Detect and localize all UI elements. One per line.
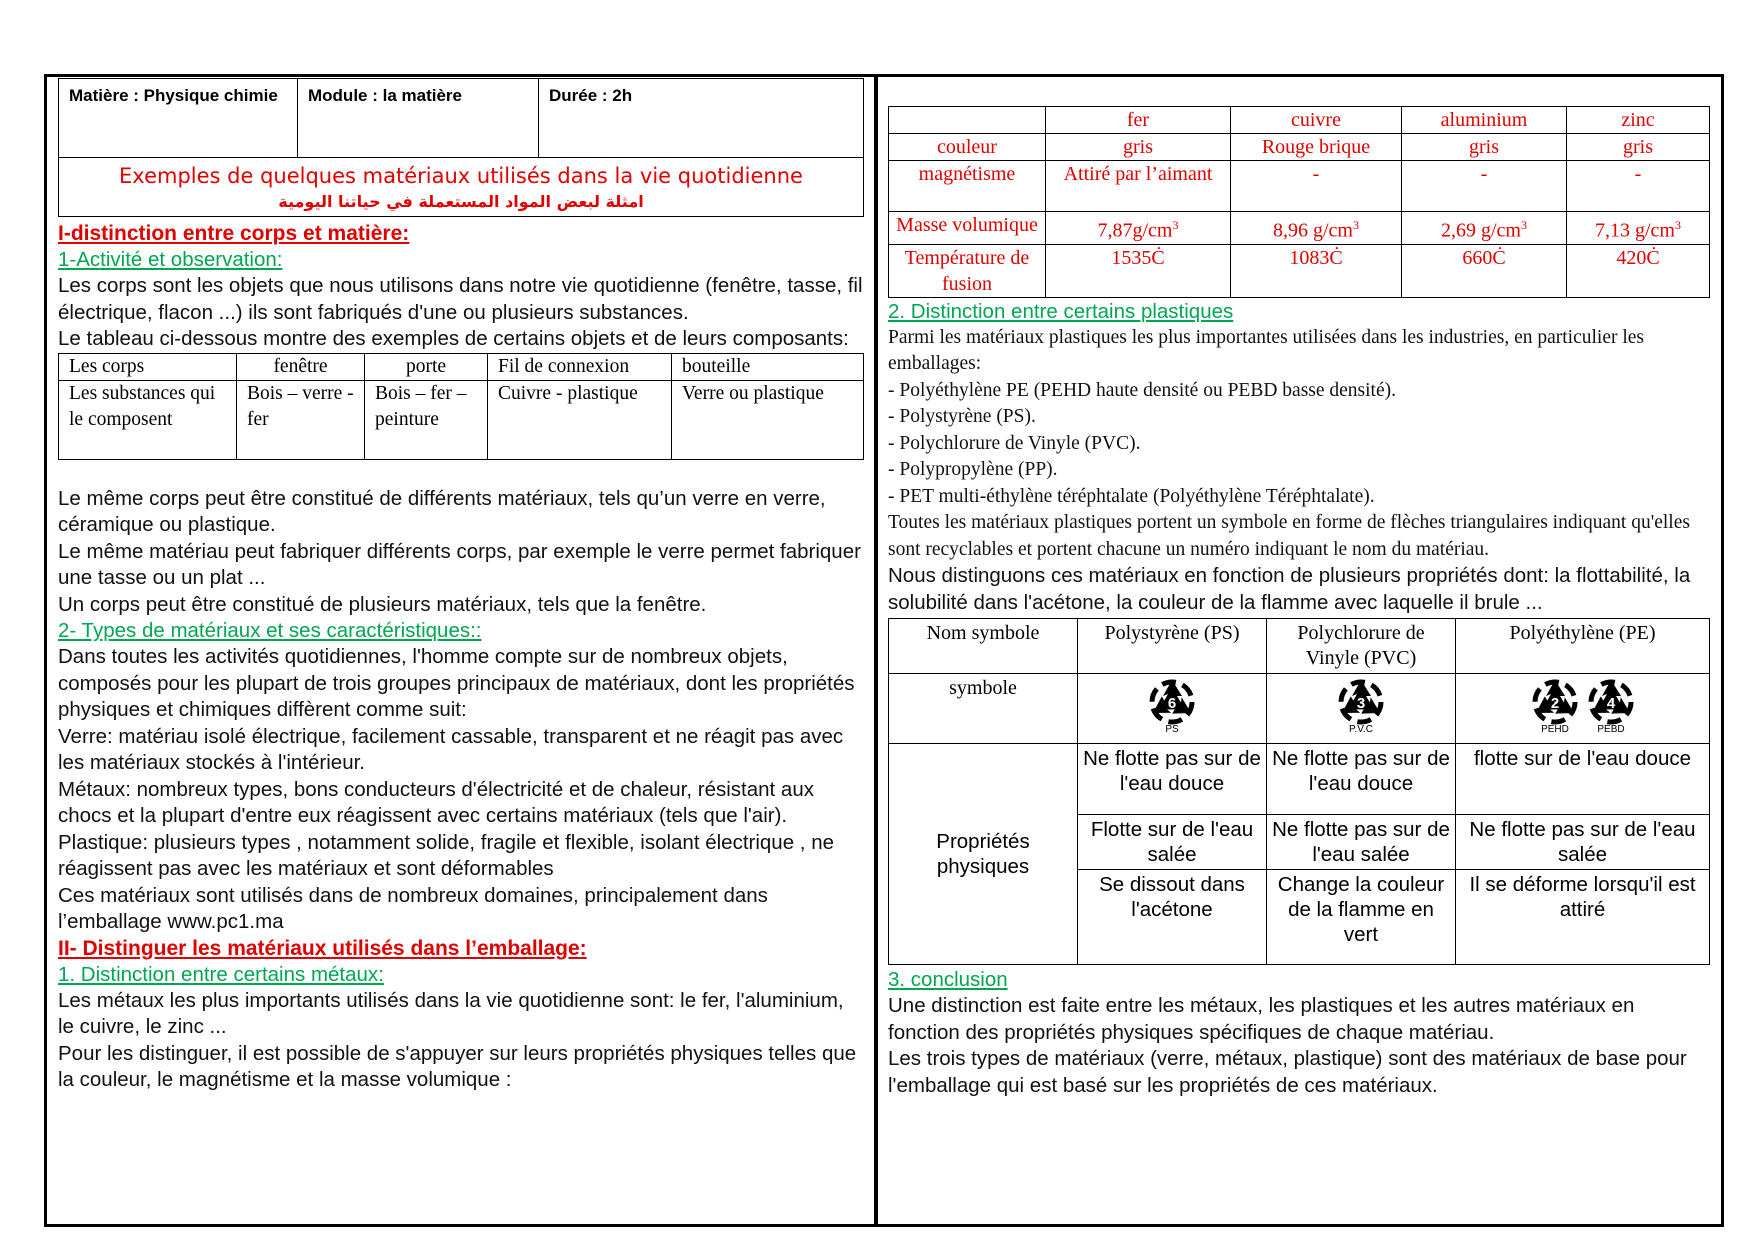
recycling-number: 6 — [1167, 695, 1177, 713]
metals-cell — [1567, 212, 1710, 245]
plastics-header-2: Polychlorure de Vinyle (PVC) — [1267, 619, 1456, 674]
metals-cell: 660Ċ — [1402, 244, 1567, 297]
metals-cell — [1046, 212, 1231, 245]
sub5-title: 3. conclusion — [888, 968, 1008, 992]
recycling-code: PS — [1165, 724, 1179, 735]
para-14: Toutes les matériaux plastiques portent un symbole en forme de flèches triangulaires indiquant qu'elles sont recyclables et portent chacune un numéro indiquant le nom du matériau. — [888, 512, 1690, 560]
prop-cell: Il se déforme lorsqu'il est attiré — [1456, 870, 1710, 965]
metals-value: 7,13 g/cm — [1595, 219, 1675, 242]
metals-row-label: couleur — [889, 134, 1046, 161]
matiere-cell: Matière : Physique chimie — [59, 79, 298, 158]
list-item: - Polyéthylène PE (PEHD haute densité ou PEBD basse densité). — [888, 379, 1396, 401]
metals-header-aluminium: aluminium — [1402, 107, 1567, 134]
title-box — [58, 158, 864, 217]
metals-cell: Rouge brique — [1231, 134, 1402, 161]
t1-cell-1: Bois – verre - fer — [237, 380, 365, 459]
section2-title: II- Distinguer les matériaux utilisés dans l’emballage: — [58, 936, 587, 960]
para-15: Nous distinguons ces matériaux en fonction de plusieurs propriétés dont: la flottabilité, la solubilité dans l'acétone, la couleur de la flamme avec laquelle il brule ... — [888, 564, 1691, 614]
metals-cell — [1231, 212, 1402, 245]
prop-cell: Flotte sur de l'eau salée — [1078, 815, 1267, 870]
metals-cell: Attiré par l’aimant — [1046, 161, 1231, 212]
prop-cell: Se dissout dans l'acétone — [1078, 870, 1267, 965]
symbol-cell-ps — [1078, 674, 1267, 744]
metals-header-zinc: zinc — [1567, 107, 1710, 134]
para-5: Un corps peut être constitué de plusieurs matériaux, tels que la fenêtre. — [58, 592, 707, 616]
prop-cell: Change la couleur de la flamme en vert — [1267, 870, 1456, 965]
recycling-arrows-icon — [1144, 676, 1200, 734]
recycling-symbol-icon — [1333, 676, 1389, 741]
recycling-number: 2 — [1550, 695, 1559, 713]
recycling-code: PEBD — [1596, 724, 1625, 735]
metals-cell: 1535Ċ — [1046, 244, 1231, 297]
recycling-symbol-icon — [1144, 676, 1200, 741]
para-6: Dans toutes les activités quotidiennes, l'homme compte sur de nombreux objets, composés pour les plupart de trois groupes principaux de matériaux, dont les propriétés physiques et chimiques diffèrent comme suit: — [58, 645, 855, 721]
metals-cell — [1402, 212, 1567, 245]
props-label-text: Propriétés physiques — [936, 830, 1030, 879]
metals-exponent: 3 — [1172, 218, 1179, 232]
section1-title: I-distinction entre corps et matière: — [58, 222, 410, 245]
prop-cell: Ne flotte pas sur de l'eau douce — [1267, 744, 1456, 815]
metals-exponent: 3 — [1675, 218, 1681, 232]
recycling-arrows-icon — [1333, 676, 1389, 734]
t1-header-3: Fil de connexion — [488, 353, 672, 380]
list-item: - Polypropylène (PP). — [888, 459, 1058, 481]
metals-table — [888, 106, 1710, 298]
metals-cell: gris — [1402, 134, 1567, 161]
page-title: Exemples de quelques matériaux utilisés dans la vie quotidienne — [119, 164, 803, 188]
list-item: - Polychlorure de Vinyle (PVC). — [888, 432, 1141, 454]
t1-header-4: bouteille — [672, 353, 864, 380]
duree-cell: Durée : 2h — [539, 79, 864, 158]
metals-row-label: Température de fusion — [889, 244, 1046, 297]
metals-value: 8,96 g/cm — [1273, 219, 1353, 242]
recycling-arrows-icon — [1583, 676, 1639, 734]
para-12: Pour les distinguer, il est possible de s'appuyer sur leurs propriétés physiques telles que la couleur, le magnétisme et la masse volumique : — [58, 1041, 857, 1091]
plastics-header-1: Polystyrène (PS) — [1078, 619, 1267, 674]
symbol-cell-pe — [1456, 674, 1710, 744]
para-2: Le tableau ci-dessous montre des exemples de certains objets et de leurs composants: — [58, 327, 849, 350]
para-13: Parmi les matériaux plastiques les plus importantes utilisées dans les industries, en particulier les emballages: — [888, 326, 1645, 375]
list-item: - PET multi-éthylène téréphtalate (Polyéthylène Téréphtalate). — [888, 485, 1375, 507]
metals-row-label: Masse volumique — [889, 212, 1046, 245]
sub4-title: 2. Distinction entre certains plastiques — [888, 299, 1234, 323]
para-7: Verre: matériau isolé électrique, facilement cassable, transparent et ne réagit pas avec les matériaux stockés à l'intérieur. — [58, 724, 844, 774]
recycling-symbol-icon — [1527, 676, 1583, 741]
prop-cell: Ne flotte pas sur de l'eau douce — [1078, 744, 1267, 815]
t1-header-2: porte — [365, 353, 488, 380]
t1-header-0: Les corps — [59, 353, 237, 380]
para-9: Plastique: plusieurs types , notamment solide, fragile et flexible, isolant électrique , ne réagissent pas avec les matériaux et sont déformables — [58, 830, 834, 880]
sub1-title: 1-Activité et observation: — [58, 248, 283, 271]
para-17: Les trois types de matériaux (verre, métaux, plastique) sont des matériaux de base pour l'emballage qui est basé sur les propriétés de ces matériaux. — [888, 1047, 1687, 1097]
metals-cell: - — [1567, 161, 1710, 212]
para-10: Ces matériaux sont utilisés dans de nombreux domaines, principalement dans l’emballage www.pc1.ma — [58, 883, 768, 933]
para-4: Le même matériau peut fabriquer différents corps, par exemple le verre permet fabriquer une tasse ou un plat ... — [58, 539, 861, 589]
metals-header-cuivre: cuivre — [1231, 107, 1402, 134]
metals-row-label: magnétisme — [889, 161, 1046, 212]
metals-value: 7,87g/cm — [1097, 219, 1173, 242]
recycling-arrows-icon — [1527, 676, 1583, 734]
metals-cell: gris — [1046, 134, 1231, 161]
t1-cell-3: Cuivre - plastique — [488, 380, 672, 459]
symbol-label: symbole — [889, 674, 1078, 744]
recycling-number: 3 — [1356, 695, 1366, 713]
metals-cell: 420Ċ — [1567, 244, 1710, 297]
objects-table — [58, 353, 864, 460]
recycling-code: P.V.C — [1349, 724, 1373, 735]
plastics-header-0: Nom symbole — [889, 619, 1078, 674]
list-item: - Polystyrène (PS). — [888, 406, 1036, 428]
para-8: Métaux: nombreux types, bons conducteurs d'électricité et de chaleur, résistant aux chocs et la plupart d'entre eux réagissent avec certains matériaux (tels que l'air). — [58, 777, 814, 827]
plastics-header-3: Polyéthylène (PE) — [1456, 619, 1710, 674]
recycling-number: 4 — [1606, 695, 1615, 713]
right-column — [888, 106, 1710, 1099]
prop-cell: Ne flotte pas sur de l'eau salée — [1267, 815, 1456, 870]
metals-cell: - — [1231, 161, 1402, 212]
page-title-arabic: امثلة لبعض المواد المستعملة في حياتنا اليومية — [278, 192, 644, 211]
t1-cell-4: Verre ou plastique — [672, 380, 864, 459]
recycling-symbol-icon — [1583, 676, 1639, 741]
metals-exponent: 3 — [1353, 218, 1359, 232]
metals-corner — [889, 107, 1046, 134]
metals-header-fer: fer — [1046, 107, 1231, 134]
t1-cell-2: Bois – fer – peinture — [365, 380, 488, 459]
prop-cell: Ne flotte pas sur de l'eau salée — [1456, 815, 1710, 870]
para-16: Une distinction est faite entre les métaux, les plastiques et les autres matériaux en fonction des propriétés physiques spécifiques de chaque matériau. — [888, 994, 1635, 1044]
props-label — [889, 744, 1078, 965]
left-column — [58, 78, 864, 1094]
metals-cell: - — [1402, 161, 1567, 212]
column-divider — [874, 74, 878, 1227]
sub2-title: 2- Types de matériaux et ses caractéristiques:: — [58, 619, 482, 642]
plastics-table — [888, 618, 1710, 965]
symbol-cell-pvc — [1267, 674, 1456, 744]
para-1: Les corps sont les objets que nous utilisons dans notre vie quotidienne (fenêtre, tasse, fil électrique, flacon ...) ils sont fabriqués d'une ou plusieurs substances. — [58, 274, 863, 324]
prop-cell: flotte sur de l'eau douce — [1456, 744, 1710, 815]
metals-cell: 1083Ċ — [1231, 244, 1402, 297]
para-3: Le même corps peut être constitué de différents matériaux, tels qu’un verre en verre, céramique ou plastique. — [58, 486, 826, 536]
sub3-title: 1. Distinction entre certains métaux: — [58, 962, 384, 986]
metals-exponent: 3 — [1521, 218, 1527, 232]
module-cell: Module : la matière — [298, 79, 539, 158]
header-table — [58, 78, 864, 158]
metals-cell: gris — [1567, 134, 1710, 161]
t1-cell-0: Les substances qui le composent — [59, 380, 237, 459]
para-11: Les métaux les plus importants utilisés dans la vie quotidienne sont: le fer, l'aluminium, le cuivre, le zinc ... — [58, 988, 844, 1038]
recycling-code: PEHD — [1540, 724, 1569, 735]
t1-header-1: fenêtre — [237, 353, 365, 380]
metals-value: 2,69 g/cm — [1441, 219, 1521, 242]
